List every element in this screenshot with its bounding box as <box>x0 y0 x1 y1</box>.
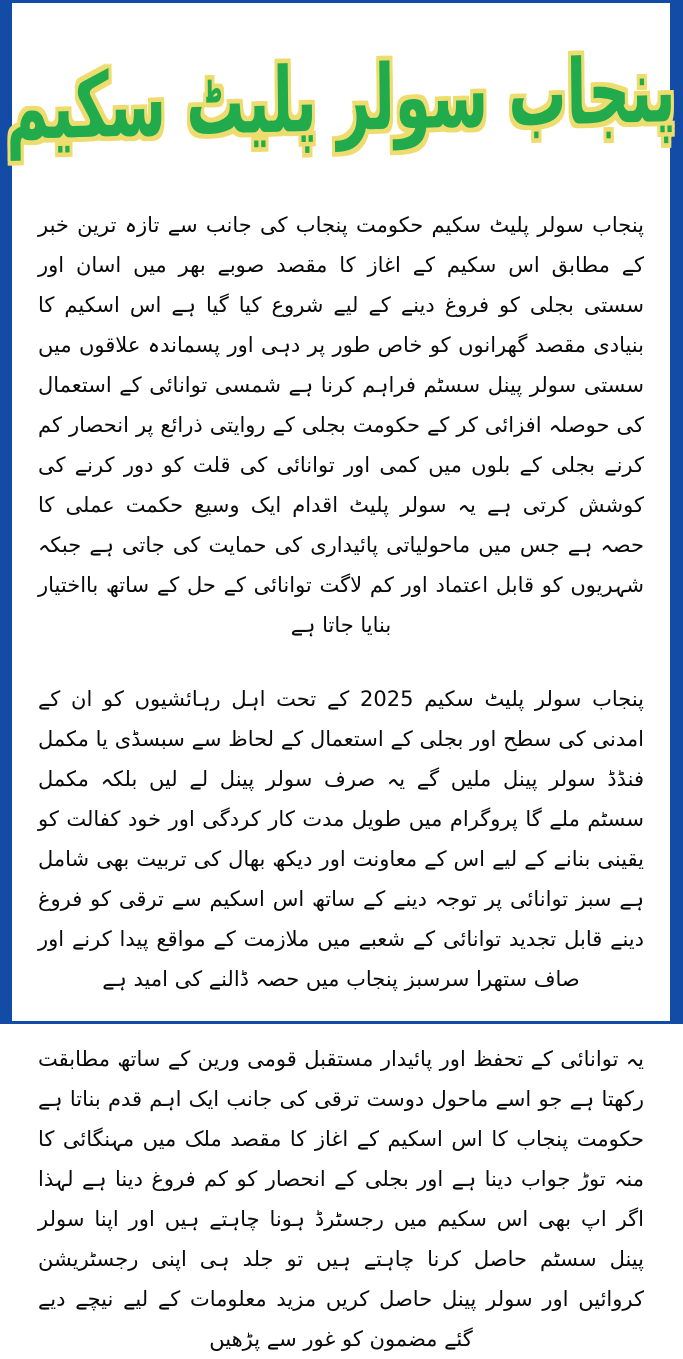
body-paragraph-3: یہ توانائی کے تحفظ اور پائیدار مستقبل قومی ورین کے ساتھ مطابقت رکھتا ہے جو اسے ماحول دوست ترقی کی جانب ایک اہم قدم بناتا ہے حکومت پنجاب کا اس اسکیم کے اغاز کا مقصد ملک میں مہنگائی کا منہ توڑ جواب دینا ہے اور بجلی کے انحصار کو کم فروغ دینا ہے لہذا اگر اپ بھی اس سکیم میں رجسٹرڈ ہونا چاہتے ہیں اور اپنا سولر پینل سسٹم حاصل کرنا چاہتے ہیں تو جلد ہی اپنی رجسٹریشن کروائیں اور سولر پینل حاصل کریں مزید معلومات کے لیے نیچے دیے گئے مضمون کو غور سے پڑھیں <box>38 1047 644 1351</box>
article-body <box>38 205 644 1359</box>
document-title: پنجاب سولر پلیٹ سکیم <box>5 37 677 161</box>
body-paragraph-2: پنجاب سولر پلیٹ سکیم 2025 کے تحت اہل رہائشیوں کو ان کے امدنی کی سطح اور بجلی کے استعمال کے لحاظ سے سبسڈی یا مکمل فنڈڈ سولر پینل ملیں گے یہ صرف سولر پینل لے لیں بلکہ مکمل سسٹم ملے گا پروگرام میں طویل مدت کار کردگی اور خود کفالت کو یقینی بنانے کے لیے اس کے معاونت اور دیکھ بھال کی تربیت بھی شامل ہے سبز توانائی پر توجہ دینے کے ساتھ اس اسکیم سے ترقی کو فروغ دینے قابل تجدید توانائی کے شعبے میں ملازمت کے مواقع پیدا کرنے اور صاف ستھرا سرسبز پنجاب میں حصہ ڈالنے کی امید ہے <box>38 687 645 991</box>
body-paragraph-1: پنجاب سولر پلیٹ سکیم حکومت پنجاب کی جانب سے تازہ ترین خبر کے مطابق اس سکیم کے اغاز کا مقصد صوبے بھر میں اسان اور سستی بجلی کو فروغ دینے کے لیے شروع کیا گیا ہے اس اسکیم کا بنیادی مقصد گھرانوں کو خاص طور پر دہی اور پسماندہ علاقوں میں سستی سولر پینل سسٹم فراہم کرنا ہے شمسی توانائی کے استعمال کی حوصلہ افزائی کر کے حکومت بجلی کے روایتی ذرائع پر انحصار کم کرنے بجلی کے بلوں میں کمی اور توانائی کی قلت کو دور کرنے کی کوشش کرتی ہے یہ سولر پلیٹ اقدام ایک وسیع حکمت عملی کا حصہ ہے جس میں ماحولیاتی پائیداری کی حمایت کی جاتی ہے جبکہ شہریوں کو قابل اعتماد اور کم لاگت توانائی کے حل کے ساتھ بااختیار بنایا جاتا ہے <box>38 213 644 637</box>
title-band <box>5 3 677 195</box>
